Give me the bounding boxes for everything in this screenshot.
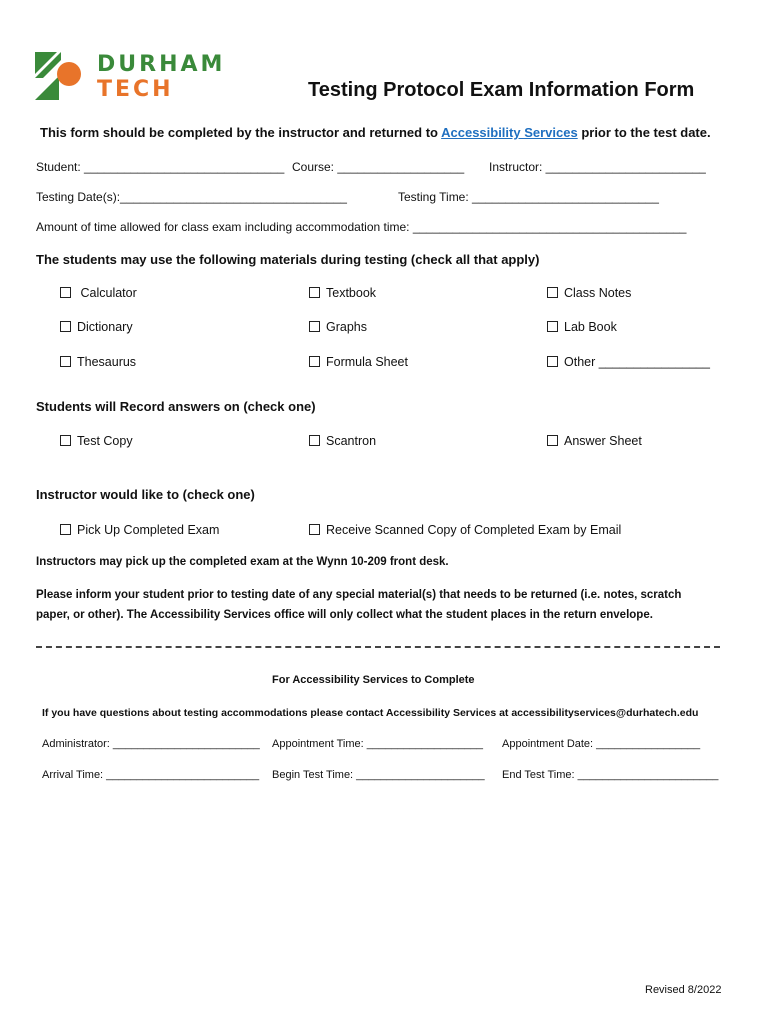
amount-time-field[interactable]: Amount of time allowed for class exam including accommodation time: _________________________________________ — [36, 220, 687, 234]
page-title: Testing Protocol Exam Information Form — [308, 79, 695, 101]
checkbox-icon[interactable] — [547, 435, 558, 446]
checkbox-icon[interactable] — [60, 356, 71, 367]
intro-after: prior to the test date. — [577, 125, 711, 140]
inform-note-line2: paper, or other). The Accessibility Services office will only collect what the student places in the return envelope. — [36, 609, 653, 621]
checkbox-thesaurus[interactable] — [60, 355, 136, 369]
testing-time-field[interactable]: Testing Time: ____________________________ — [398, 190, 659, 204]
end-test-time-field[interactable]: End Test Time: _______________________ — [502, 769, 719, 781]
logo-word-tech: TECH — [97, 77, 174, 102]
appointment-time-field[interactable]: Appointment Time: ___________________ — [272, 738, 484, 750]
instructor-pref-heading: Instructor would like to (check one) — [36, 487, 255, 502]
intro-before: This form should be completed by the instructor and returned to — [40, 125, 442, 140]
checkbox-icon[interactable] — [60, 435, 71, 446]
option-label: Class Notes — [564, 286, 632, 300]
durham-tech-logo — [35, 52, 235, 102]
instructor-field[interactable]: Instructor: ________________________ — [489, 160, 706, 174]
option-label: Calculator — [80, 286, 137, 300]
checkbox-icon[interactable] — [60, 321, 71, 332]
option-label: Formula Sheet — [326, 355, 408, 369]
checkbox-icon[interactable] — [547, 287, 558, 298]
checkbox-class-notes[interactable] — [547, 286, 631, 300]
option-label: Dictionary — [77, 320, 133, 334]
inform-note-line1: Please inform your student prior to testing date of any special material(s) that needs to be returned (i.e. notes, scratch — [36, 589, 682, 601]
cut-line-divider — [36, 646, 720, 648]
checkbox-test-copy[interactable] — [60, 434, 133, 448]
checkbox-icon[interactable] — [547, 321, 558, 332]
checkbox-formula-sheet[interactable] — [309, 355, 408, 369]
record-heading: Students will Record answers on (check one) — [36, 399, 316, 414]
course-field[interactable]: Course: ___________________ — [292, 160, 465, 174]
checkbox-textbook[interactable] — [309, 286, 376, 300]
option-label: Scantron — [326, 434, 377, 448]
option-label: Textbook — [326, 286, 377, 300]
checkbox-graphs[interactable] — [309, 320, 367, 334]
checkbox-lab-book[interactable] — [547, 320, 617, 334]
checkbox-icon[interactable] — [309, 435, 320, 446]
checkbox-calculator[interactable] — [60, 286, 137, 300]
option-label: Lab Book — [564, 320, 617, 334]
option-label: Graphs — [326, 320, 367, 334]
office-heading: For Accessibility Services to Complete — [272, 674, 475, 686]
administrator-field[interactable]: Administrator: ________________________ — [42, 738, 260, 750]
begin-test-time-field[interactable]: Begin Test Time: _____________________ — [272, 769, 485, 781]
arrival-time-field[interactable]: Arrival Time: _________________________ — [42, 769, 260, 781]
checkbox-icon[interactable] — [309, 321, 320, 332]
checkbox-icon[interactable] — [309, 524, 320, 535]
logo-word-durham: DURHAM — [97, 52, 226, 77]
checkbox-icon[interactable] — [60, 287, 71, 298]
materials-heading: The students may use the following materials during testing (check all that apply) — [36, 252, 540, 267]
pickup-note: Instructors may pick up the completed exam at the Wynn 10-209 front desk. — [36, 556, 449, 568]
checkbox-answer-sheet[interactable] — [547, 434, 642, 448]
option-label: Pick Up Completed Exam — [77, 523, 220, 537]
checkbox-scanned-copy[interactable] — [309, 523, 621, 537]
logo-mark-icon — [35, 52, 83, 100]
appointment-date-field[interactable]: Appointment Date: _________________ — [502, 738, 701, 750]
checkbox-icon[interactable] — [309, 287, 320, 298]
intro-text — [40, 125, 711, 140]
option-label: Answer Sheet — [564, 434, 642, 448]
checkbox-icon[interactable] — [60, 524, 71, 535]
checkbox-icon[interactable] — [547, 356, 558, 367]
revised-date: Revised 8/2022 — [645, 984, 722, 996]
checkbox-icon[interactable] — [309, 356, 320, 367]
contact-note: If you have questions about testing accommodations please contact Accessibility Services at accessibilityservices@durhatech.edu — [42, 707, 699, 719]
option-label: Test Copy — [77, 434, 133, 448]
checkbox-pick-up[interactable] — [60, 523, 219, 537]
accessibility-services-link[interactable]: Accessibility Services — [441, 125, 578, 140]
student-field[interactable]: Student: ______________________________ — [36, 160, 285, 174]
testing-dates-field[interactable]: Testing Date(s):__________________________________ — [36, 190, 347, 204]
option-label: Other ________________ — [564, 355, 710, 369]
checkbox-scantron[interactable] — [309, 434, 376, 448]
option-label: Thesaurus — [77, 355, 137, 369]
checkbox-dictionary[interactable] — [60, 320, 133, 334]
option-label: Receive Scanned Copy of Completed Exam by Email — [326, 523, 622, 537]
checkbox-other[interactable] — [547, 355, 710, 369]
